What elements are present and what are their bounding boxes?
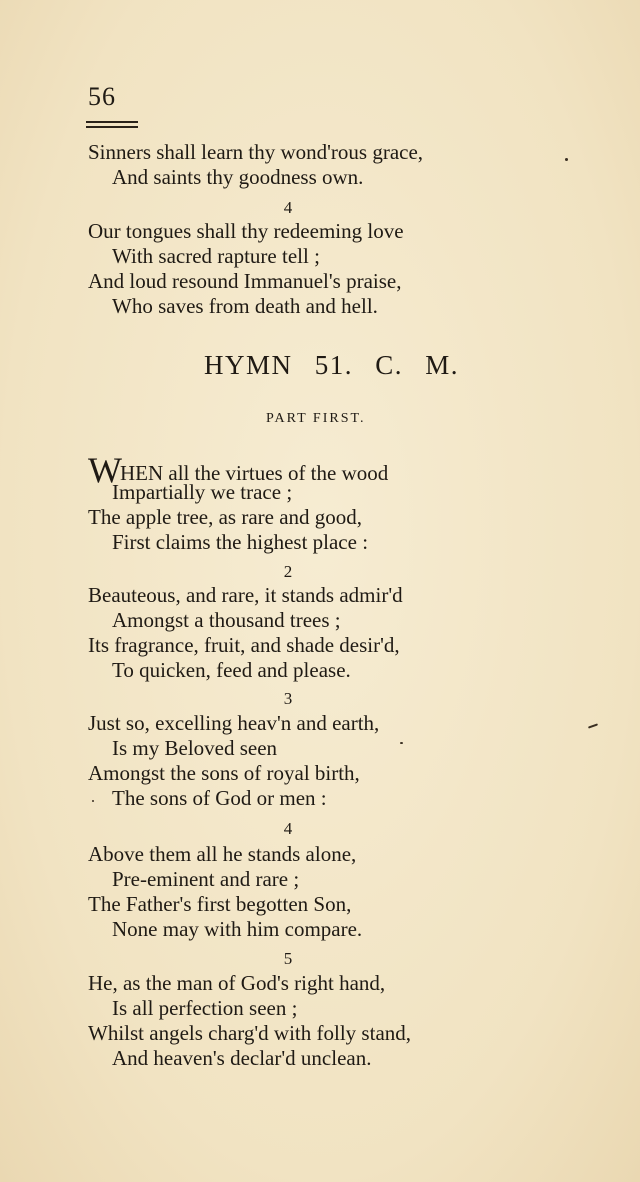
- verse-line: And heaven's declar'd unclean.: [112, 1046, 372, 1070]
- verse-line: Pre-eminent and rare ;: [112, 867, 300, 891]
- verse-line: And loud resound Immanuel's praise,: [88, 269, 402, 293]
- verse-line: Who saves from death and hell.: [112, 294, 378, 318]
- verse-number: 4: [283, 198, 293, 217]
- part-title: PART FIRST.: [266, 411, 366, 426]
- verse-line: Whilst angels charg'd with folly stand,: [88, 1021, 412, 1045]
- verse-line: To quicken, feed and please.: [112, 658, 351, 682]
- page-number: 56: [88, 82, 116, 111]
- paper-speck: [400, 742, 403, 744]
- header-rule: [86, 121, 138, 123]
- verse-number: 2: [283, 562, 293, 581]
- verse-line: Its fragrance, fruit, and shade desir'd,: [88, 633, 400, 657]
- paper-speck: [92, 800, 94, 802]
- verse-line: The sons of God or men :: [112, 786, 327, 810]
- verse-line: None may with him compare.: [112, 917, 363, 941]
- verse-line: The Father's first begotten Son,: [88, 892, 352, 916]
- verse-line: The apple tree, as rare and good,: [88, 505, 363, 529]
- verse-line: Amongst a thousand trees ;: [112, 608, 341, 632]
- hymn-title: HYMN 51. C. M.: [204, 350, 460, 380]
- verse-line: He, as the man of God's right hand,: [88, 971, 386, 995]
- verse-line: Our tongues shall thy redeeming love: [88, 219, 404, 243]
- verse-number: 4: [283, 819, 293, 838]
- verse-line: And saints thy goodness own.: [112, 165, 364, 189]
- drop-cap: W: [88, 450, 122, 490]
- header-rule: [86, 126, 138, 128]
- verse-line: Is all perfection seen ;: [112, 996, 298, 1020]
- verse-line: Impartially we trace ;: [112, 480, 293, 504]
- verse-line: Beauteous, and rare, it stands admir'd: [88, 583, 403, 607]
- verse-line-rest: HEN all the virtues of the wood: [119, 461, 389, 485]
- paper-speck: [565, 158, 568, 161]
- paper-speck: [588, 723, 598, 728]
- verse-line: Just so, excelling heav'n and earth,: [88, 711, 380, 735]
- verse-number: 5: [283, 949, 293, 968]
- verse-number: 3: [283, 689, 293, 708]
- verse-line: Sinners shall learn thy wond'rous grace,: [88, 140, 424, 164]
- verse-line: Amongst the sons of royal birth,: [88, 761, 360, 785]
- verse-line: Is my Beloved seen: [112, 736, 278, 760]
- verse-line: First claims the highest place :: [112, 530, 369, 554]
- verse-line: With sacred rapture tell ;: [112, 244, 320, 268]
- verse-line: Above them all he stands alone,: [88, 842, 357, 866]
